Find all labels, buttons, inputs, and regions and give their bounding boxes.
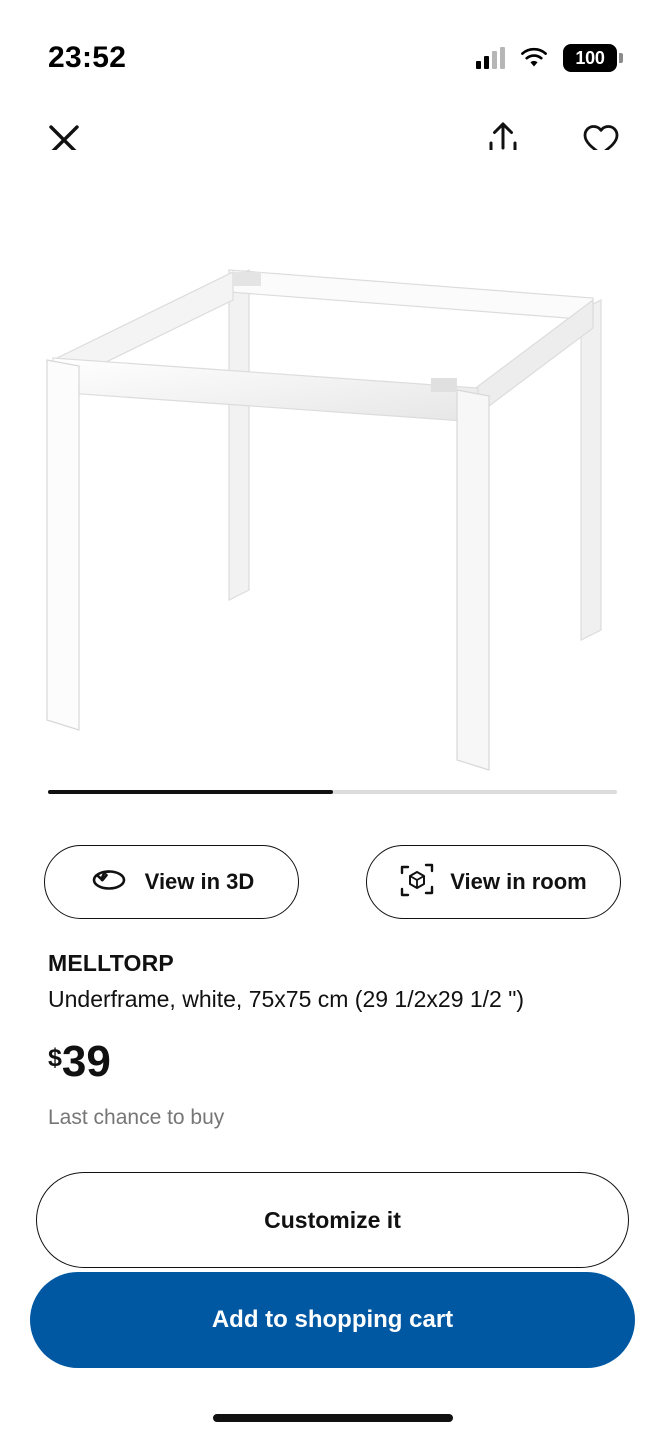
status-indicators xyxy=(476,44,617,72)
view-in-room-button[interactable] xyxy=(366,845,621,919)
rotate-3d-icon xyxy=(89,866,129,899)
availability-note: Last chance to buy xyxy=(48,1105,225,1129)
wifi-icon xyxy=(519,47,549,69)
product-info xyxy=(48,950,617,1130)
add-to-cart-button[interactable] xyxy=(30,1272,635,1368)
view-in-3d-button[interactable] xyxy=(44,845,299,919)
view-in-room-label: View in room xyxy=(450,869,587,894)
battery-icon xyxy=(563,44,617,72)
view-in-3d-label: View in 3D xyxy=(144,869,255,894)
battery-percent: 100 xyxy=(575,47,605,68)
home-indicator xyxy=(213,1414,453,1422)
add-to-cart-label: Add to shopping cart xyxy=(211,1306,454,1333)
ar-cube-icon xyxy=(400,863,434,902)
price-currency: $ xyxy=(48,1043,62,1072)
product-image[interactable] xyxy=(0,150,665,790)
status-bar xyxy=(0,0,665,92)
product-name: MELLTORP xyxy=(48,950,174,976)
product-price xyxy=(48,1036,617,1086)
cellular-signal-icon xyxy=(476,47,505,69)
customize-button-label: Customize it xyxy=(264,1206,401,1233)
customize-button[interactable] xyxy=(36,1172,629,1268)
status-time: 23:52 xyxy=(48,41,127,74)
price-value: 39 xyxy=(61,1036,111,1086)
media-actions xyxy=(44,845,621,919)
gallery-progress-fill xyxy=(48,790,333,794)
gallery-progress-bar[interactable] xyxy=(48,790,617,794)
product-description: Underframe, white, 75x75 cm (29 1/2x29 1/2 ") xyxy=(48,986,525,1012)
